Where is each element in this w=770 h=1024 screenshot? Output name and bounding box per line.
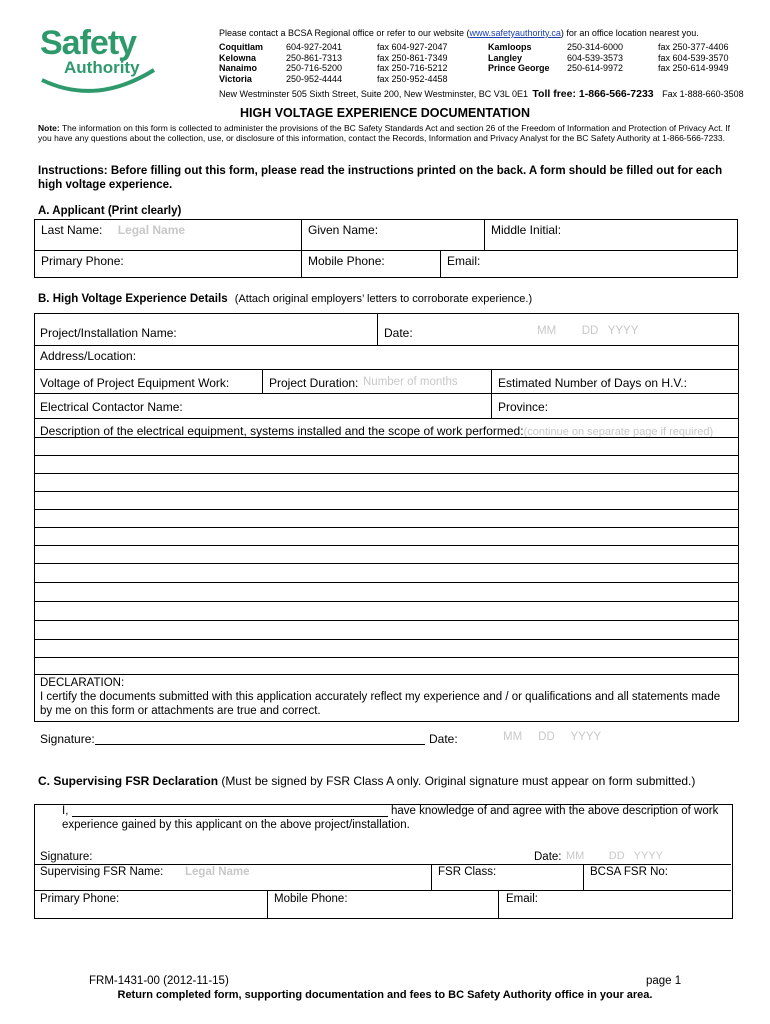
office-city: Prince George [488,63,550,73]
signature-date-placeholder[interactable]: MM DD YYYY [503,731,602,743]
office-fax: fax 250-861-7349 [377,52,448,63]
fsr-name-placeholder[interactable]: Legal Name [185,866,250,878]
description-line[interactable] [34,545,738,546]
office-row [488,63,729,74]
project-name-label: Project/Installation Name: [40,326,177,340]
divider [34,393,738,394]
middle-initial-label: Middle Initial: [491,223,562,237]
new-westminster-line [219,84,744,102]
primary-phone-label: Primary Phone: [41,254,124,268]
mobile-phone-label: Mobile Phone: [308,254,385,268]
i-suffix: have knowledge of and agree with the above description of work [391,805,719,817]
offices-left [219,42,448,84]
return-instructions: Return completed form, supporting documentation and fees to BC Safety Authority office in your area. [117,989,653,1001]
note-text: The information on this form is collected to administer the provisions of the BC Safety Standards Act and section 26 of the Freedom of Information and Protection of Privacy Act. If you have any questions about the collection, use, or disclosure of this information, contact the Records, Information and Privacy Analyst for the BC Safety Authority at 1-866-566-7233. [38,123,731,143]
primary-phone-field[interactable] [35,251,302,278]
est-days-label: Estimated Number of Days on H.V.: [498,376,687,390]
nw-address: New Westminster 505 Sixth Street, Suite 200, New Westminster, BC V3L 0E1 [219,89,528,99]
description-line[interactable] [34,455,738,456]
fsr-primary-phone-label: Primary Phone: [40,893,120,905]
website-link[interactable]: www.safetyauthority.ca [469,28,561,38]
description-line[interactable] [34,657,738,658]
middle-initial-field[interactable] [485,220,738,251]
experience-box [34,313,739,722]
office-phone: 250-614-9972 [567,63,624,73]
divider [498,890,499,918]
office-fax: fax 604-927-2047 [377,42,448,52]
office-city: Victoria [219,73,252,84]
section-c-title: C. Supervising FSR Declaration [38,774,219,788]
divider [34,345,738,346]
office-row [219,42,448,53]
office-row [488,42,729,53]
i-prefix: I, [62,805,69,817]
contact-pre: Please contact a BCSA Regional office or refer to our website ( [219,28,470,38]
contact-line [219,28,739,38]
office-row [219,53,448,64]
office-phone: 250-952-4444 [286,73,343,84]
mobile-phone-field[interactable] [302,251,441,278]
description-line[interactable] [34,491,738,492]
office-city: Kamloops [488,42,532,52]
email-label: Email: [447,254,481,268]
page-title: HIGH VOLTAGE EXPERIENCE DOCUMENTATION [239,106,531,120]
office-phone: 250-716-5200 [286,63,343,73]
fsr-date-label: Date: [534,851,562,863]
divider [262,369,263,393]
description-line[interactable] [34,527,738,528]
office-phone: 604-539-3573 [567,52,624,63]
signature-date-label: Date: [429,732,458,746]
form-id: FRM-1431-00 (2012-11-15) [89,975,229,987]
description-row [40,424,713,438]
instructions: Instructions: Before filling out this form, please read the instructions printed on the back. A form should be filled out for each high voltage experience. [38,165,723,191]
divider [377,313,378,345]
section-b-heading [38,293,532,305]
divider [34,369,738,370]
office-city: Coquitlam [219,42,263,52]
description-line[interactable] [34,437,738,438]
description-placeholder: (continue on separate page if required) [523,426,714,438]
address-label: Address/Location: [40,349,137,363]
section-b-note: (Attach original employers’ letters to corroborate experience.) [234,293,533,305]
privacy-note [38,123,736,149]
description-line[interactable] [34,509,738,510]
fsr-date-placeholder[interactable]: MM DD YYYY [566,850,663,862]
divider [267,890,268,918]
section-c-note: (Must be signed by FSR Class A only. Original signature must appear on form submitted.) [218,774,696,788]
office-phone: 604-927-2041 [286,42,343,52]
divider [34,890,731,891]
description-line[interactable] [34,601,738,602]
description-line[interactable] [34,563,738,564]
divider [583,864,584,890]
duration-placeholder[interactable]: Number of months [363,376,458,388]
description-line[interactable] [34,473,738,474]
given-name-label: Given Name: [308,223,379,237]
offices-right [488,42,729,74]
divider [431,864,432,890]
office-row [219,63,448,74]
fsr-name-label: Supervising FSR Name: [40,866,164,878]
office-row [219,74,448,85]
note-label: Note: [38,123,60,133]
email-field[interactable] [441,251,738,278]
logo-line2: Authority [64,58,140,77]
office-city: Kelowna [219,52,257,63]
i-line2: experience gained by this applicant on the above project/installation. [62,819,410,831]
logo-line1: Safety [40,24,137,62]
office-fax: fax 250-614-9949 [658,63,729,73]
toll-free: Toll free: 1-866-566-7233 [532,88,654,100]
duration-label: Project Duration: [269,376,359,390]
project-date-label: Date: [384,326,413,340]
bcsa-fsr-no-label: BCSA FSR No: [590,866,668,878]
fsr-mobile-phone-label: Mobile Phone: [274,893,348,905]
office-fax: fax 250-716-5212 [377,63,448,73]
province-label: Province: [498,400,549,414]
fsr-signature-label: Signature: [40,851,93,863]
description-line [34,674,738,675]
office-fax: fax 250-377-4406 [658,42,729,52]
contractor-label: Electrical Contactor Name: [40,400,183,414]
description-line[interactable] [34,582,738,583]
signature-line[interactable] [95,744,425,745]
declaration [40,676,732,718]
section-a-heading: A. Applicant (Print clearly) [38,205,182,217]
description-line[interactable] [34,620,738,621]
description-label: Description of the electrical equipment, systems installed and the scope of work performed: [40,424,524,438]
office-row [488,53,729,64]
divider [34,864,731,865]
office-phone: 250-861-7313 [286,52,343,63]
project-date-placeholder[interactable]: MM DD YYYY [537,325,639,337]
divider [34,418,738,419]
signature-label: Signature: [40,732,95,746]
page-number: page 1 [646,975,682,987]
declaration-text: I certify the documents submitted with this application accurately reflect my experience and / or qualifications and all statements made by me on this form or attachments are true and correct. [40,691,721,717]
given-name-field[interactable] [302,220,485,251]
section-c-heading [38,774,718,789]
voltage-label: Voltage of Project Equipment Work: [40,376,230,390]
office-city: Langley [488,52,523,63]
fsr-name-line[interactable] [72,816,388,817]
safety-authority-logo [36,22,166,100]
last-name-field[interactable] [35,220,302,251]
office-fax: fax 250-952-4458 [377,73,448,84]
last-name-placeholder: Legal Name [117,223,186,237]
office-phone: 250-314-6000 [567,42,624,52]
applicant-table [34,219,738,278]
description-line[interactable] [34,639,738,640]
declaration-title: DECLARATION: [40,677,125,689]
fsr-email-label: Email: [506,893,538,905]
main-fax: Fax 1-888-660-3508 [662,89,744,99]
fsr-class-label: FSR Class: [438,866,497,878]
last-name-label: Last Name: [41,223,103,237]
office-fax: fax 604-539-3570 [658,52,729,63]
section-b-title: B. High Voltage Experience Details [38,293,228,305]
contact-post: ) for an office location nearest you. [560,28,699,38]
office-city: Nanaimo [219,63,258,73]
